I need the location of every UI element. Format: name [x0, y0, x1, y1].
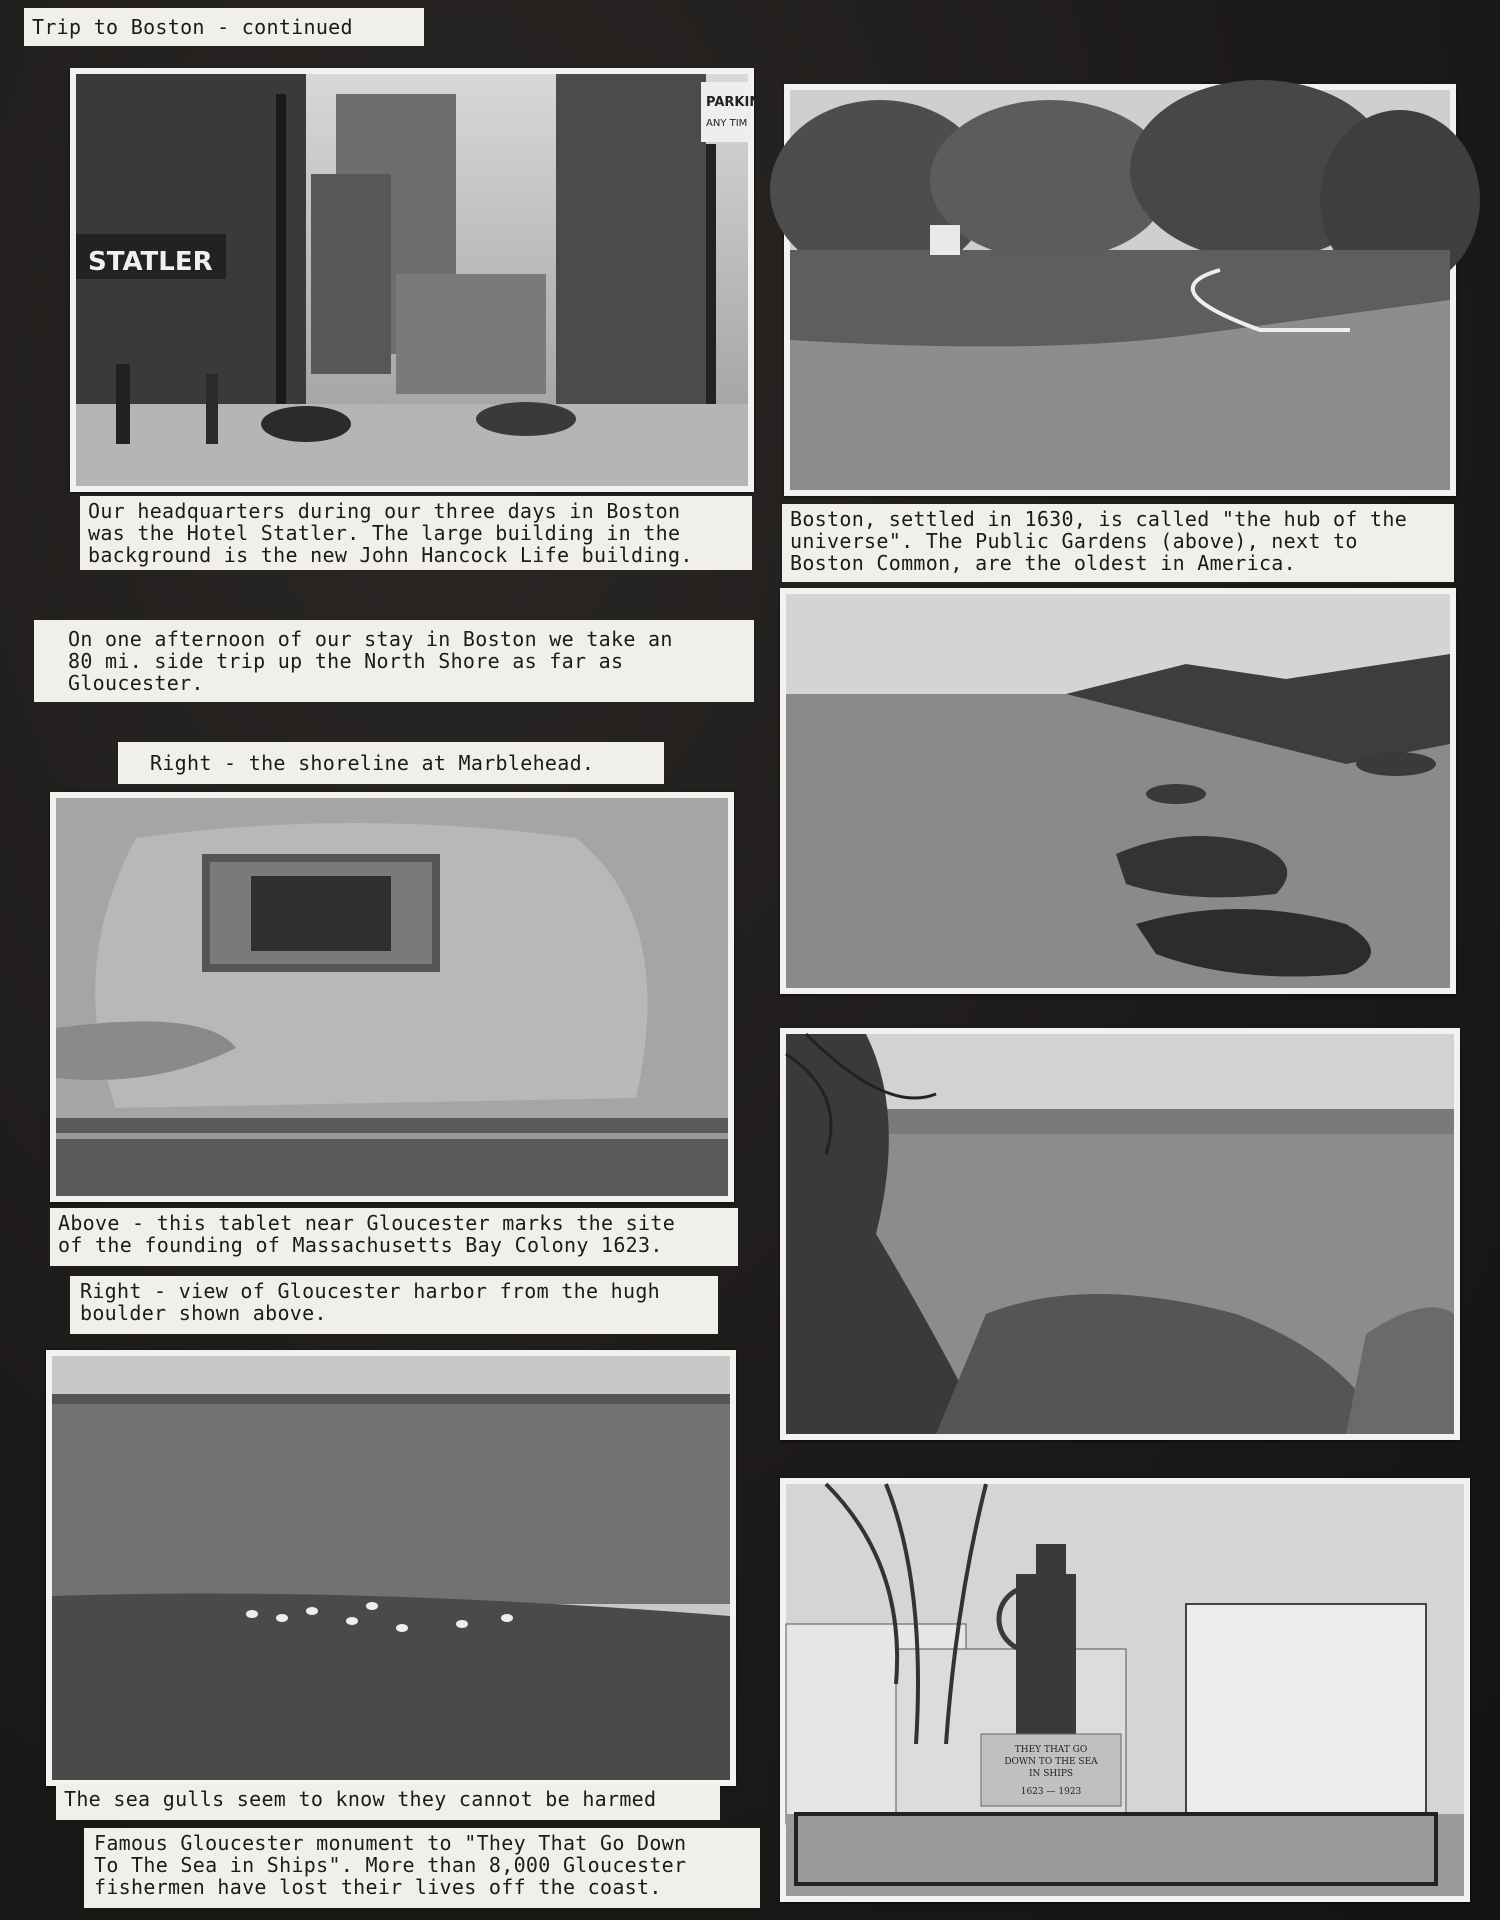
page-title: Trip to Boston - continued	[24, 8, 424, 46]
photo-public-gardens	[784, 84, 1456, 496]
caption-tablet: Above - this tablet near Gloucester marks the site of the founding of Massachusetts Bay Colony 1623.	[50, 1208, 738, 1266]
monument-years: 1623 — 1923	[1020, 1787, 1082, 1797]
caption-side-trip: On one afternoon of our stay in Boston we take an 80 mi. side trip up the North Shore as far as Gloucester.	[34, 620, 754, 702]
caption-public-gardens: Boston, settled in 1630, is called "the hub of the universe". The Public Gardens (above), next to Boston Common, are the oldest in America.	[782, 504, 1454, 582]
photo-tablet-boulder	[50, 792, 734, 1202]
photo-hotel-statler	[70, 68, 761, 492]
monument-inscription-1: THEY THAT GO	[1014, 1745, 1088, 1755]
statler-sign: STATLER	[88, 247, 213, 277]
parking-sign: PARKIN	[706, 95, 761, 110]
photo-gloucester-harbor	[780, 1028, 1460, 1440]
caption-monument: Famous Gloucester monument to "They That Go Down To The Sea in Ships". More than 8,000 Gloucester fishermen have lost their lives off the coast.	[84, 1828, 760, 1908]
caption-sea-gulls: The sea gulls seem to know they cannot be harmed	[56, 1784, 720, 1820]
monument-inscription-2: DOWN TO THE SEA	[1004, 1757, 1098, 1767]
caption-marblehead: Right - the shoreline at Marblehead.	[118, 742, 664, 784]
photo-sea-gulls	[46, 1350, 736, 1786]
parking-sign-time: ANY TIM	[706, 118, 748, 129]
monument-inscription-3: IN SHIPS	[1028, 1769, 1074, 1779]
photo-fishermans-monument	[780, 1478, 1470, 1902]
caption-harbor-view: Right - view of Gloucester harbor from the hugh boulder shown above.	[70, 1276, 718, 1334]
photo-marblehead-shoreline	[780, 588, 1456, 994]
caption-hotel-statler: Our headquarters during our three days in Boston was the Hotel Statler. The large building in the background is the new John Hancock Life building.	[80, 496, 752, 570]
